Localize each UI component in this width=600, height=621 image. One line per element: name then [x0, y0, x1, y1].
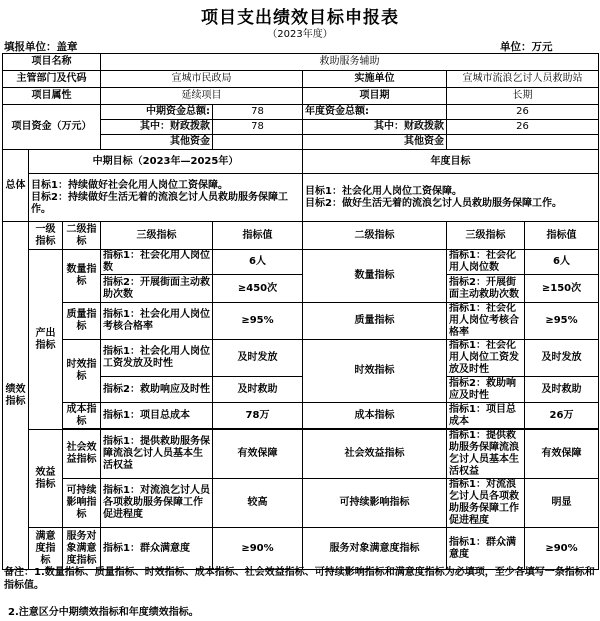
social-label: 社会效益指标	[63, 430, 101, 479]
year-goal-label: 年度目标	[303, 150, 599, 174]
y-time1: 指标1：社会化用人岗位工资发放及时性	[447, 340, 525, 377]
cost1: 指标1：项目总成本	[101, 403, 213, 429]
impl-value: 宣城市流浪乞讨人员救助站	[447, 71, 599, 88]
benefit-label: 效益指标	[29, 430, 63, 528]
year-goal-1: 目标1：社会化用人岗位工资保障。	[305, 185, 462, 197]
y-qual1-v: ≥95%	[525, 303, 599, 340]
mid-goals	[29, 174, 303, 222]
project-name-label: 项目名称	[3, 54, 101, 71]
time2: 指标2：救助响应及时性	[101, 377, 213, 403]
y-social-label: 社会效益指标	[303, 430, 447, 479]
time1-v: 及时发放	[213, 340, 303, 377]
h-l3: 三级指标	[101, 222, 213, 250]
cost-label: 成本指标	[63, 403, 101, 429]
year-goals	[303, 174, 599, 222]
y-qty2: 指标2：开展街面主动救助次数	[447, 275, 525, 303]
mid-other	[213, 135, 303, 150]
y-service1-v: ≥90%	[525, 528, 599, 570]
y-sustain1: 指标1：对流浪乞讨人员各项救助服务保障工作促进程度	[447, 479, 525, 528]
y-social1-v: 有效保障	[525, 430, 599, 479]
year-total-label: 年度资金总额:	[303, 105, 447, 120]
attr-value: 延续项目	[101, 88, 303, 105]
service1-v: ≥90%	[213, 528, 303, 570]
qty1-v: 6人	[213, 250, 303, 275]
h-val-year: 指标值	[525, 222, 599, 250]
qty-label: 数量指标	[63, 250, 101, 303]
year-fin: 26	[447, 120, 599, 135]
time-label: 时效指标	[63, 340, 101, 403]
cost1-v: 78万	[213, 403, 303, 429]
form-year: （2023年度）	[267, 29, 333, 40]
mid-fin-label: 其中：财政拨款	[101, 120, 213, 135]
dept-value: 宣城市民政局	[101, 71, 303, 88]
year-other-label: 其他资金	[303, 135, 447, 150]
year-total: 26	[447, 105, 599, 120]
social1-v: 有效保障	[213, 430, 303, 479]
h-val: 指标值	[213, 222, 303, 250]
satisfy-label: 满意度指标	[29, 528, 63, 570]
y-qty1: 指标1：社会化用人岗位数	[447, 250, 525, 275]
y-sustain1-v: 明显	[525, 479, 599, 528]
y-time1-v: 及时发放	[525, 340, 599, 377]
y-service-label: 服务对象满意度指标	[303, 528, 447, 570]
h-l2: 二级指标	[63, 222, 101, 250]
period-label: 项目期	[303, 88, 447, 105]
y-cost1: 指标1：项目总成本	[447, 403, 525, 429]
h-l3-year: 三级指标	[447, 222, 525, 250]
y-social1: 指标1：提供救助服务保障流浪乞讨人员基本生活权益	[447, 430, 525, 479]
overall-label: 总体	[3, 150, 29, 222]
sustain-label: 可持续影响指标	[63, 479, 101, 528]
target-table	[2, 53, 599, 570]
project-name: 救助服务辅助	[101, 54, 599, 71]
mid-total-label: 中期资金总额:	[101, 105, 213, 120]
y-qty1-v: 6人	[525, 250, 599, 275]
impl-label: 实施单位	[303, 71, 447, 88]
mid-total: 78	[213, 105, 303, 120]
output-label: 产出指标	[29, 250, 63, 430]
y-qual-label: 质量指标	[303, 303, 447, 340]
qual1: 指标1：社会化用人岗位考核合格率	[101, 303, 213, 340]
mid-goal-1: 目标1：持续做好社会化用人岗位工资保障。	[31, 179, 228, 191]
time1: 指标1：社会化用人岗位工资发放及时性	[101, 340, 213, 377]
note-1: 备注：1.数量指标、质量指标、时效指标、成本指标、社会效益指标、可持续影响指标和满意度指标为必填项，至少各填写一条指标和指标值。	[4, 567, 595, 591]
attr-label: 项目属性	[3, 88, 101, 105]
sustain1: 指标1：对流浪乞讨人员各项救助服务保障工作促进程度	[101, 479, 213, 528]
y-service1: 指标1：群众满意度	[447, 528, 525, 570]
period-value: 长期	[447, 88, 599, 105]
sustain1-v: 较高	[213, 479, 303, 528]
mid-other-label: 其他资金	[101, 135, 213, 150]
money-unit: 单位：万元	[500, 41, 553, 53]
h-l1: 一级指标	[29, 222, 63, 250]
perf-label: 绩效指标	[3, 222, 29, 570]
y-cost-label: 成本指标	[303, 403, 447, 429]
y-time-label: 时效指标	[303, 340, 447, 403]
mid-fin: 78	[213, 120, 303, 135]
h-l2-year: 二级指标	[303, 222, 447, 250]
fill-unit: 填报单位：盖章	[4, 41, 78, 53]
form-title: 项目支出绩效目标申报表	[201, 8, 399, 28]
qty1: 指标1：社会化用人岗位数	[101, 250, 213, 275]
qty2: 指标2：开展街面主动救助次数	[101, 275, 213, 303]
service1: 指标1：群众满意度	[101, 528, 213, 570]
social1: 指标1：提供救助服务保障流浪乞讨人员基本生活权益	[101, 430, 213, 479]
mid-goal-2: 目标2：持续做好生活无着的流浪乞讨人员救助服务保障工作。	[31, 191, 288, 215]
y-time2: 指标2：救助响应及时性	[447, 377, 525, 403]
mid-goal-label: 中期目标（2023年—2025年）	[29, 150, 303, 174]
year-fin-label: 其中：财政拨款	[303, 120, 447, 135]
y-sustain-label: 可持续影响指标	[303, 479, 447, 528]
qual-label: 质量指标	[63, 303, 101, 340]
year-other	[447, 135, 599, 150]
year-goal-2: 目标2：做好生活无着的流浪乞讨人员救助服务保障工作。	[305, 197, 562, 209]
dept-label: 主管部门及代码	[3, 71, 101, 88]
y-qty2-v: ≥150次	[525, 275, 599, 303]
note-2: 2.注意区分中期绩效指标和年度绩效指标。	[8, 607, 199, 618]
y-qual1: 指标1：社会化用人岗位考核合格率	[447, 303, 525, 340]
qual1-v: ≥95%	[213, 303, 303, 340]
y-cost1-v: 26万	[525, 403, 599, 429]
time2-v: 及时救助	[213, 377, 303, 403]
y-qty-label: 数量指标	[303, 250, 447, 303]
y-time2-v: 及时救助	[525, 377, 599, 403]
service-label: 服务对象满意度指标	[63, 528, 101, 570]
qty2-v: ≥450次	[213, 275, 303, 303]
fund-label: 项目资金（万元）	[3, 105, 101, 150]
